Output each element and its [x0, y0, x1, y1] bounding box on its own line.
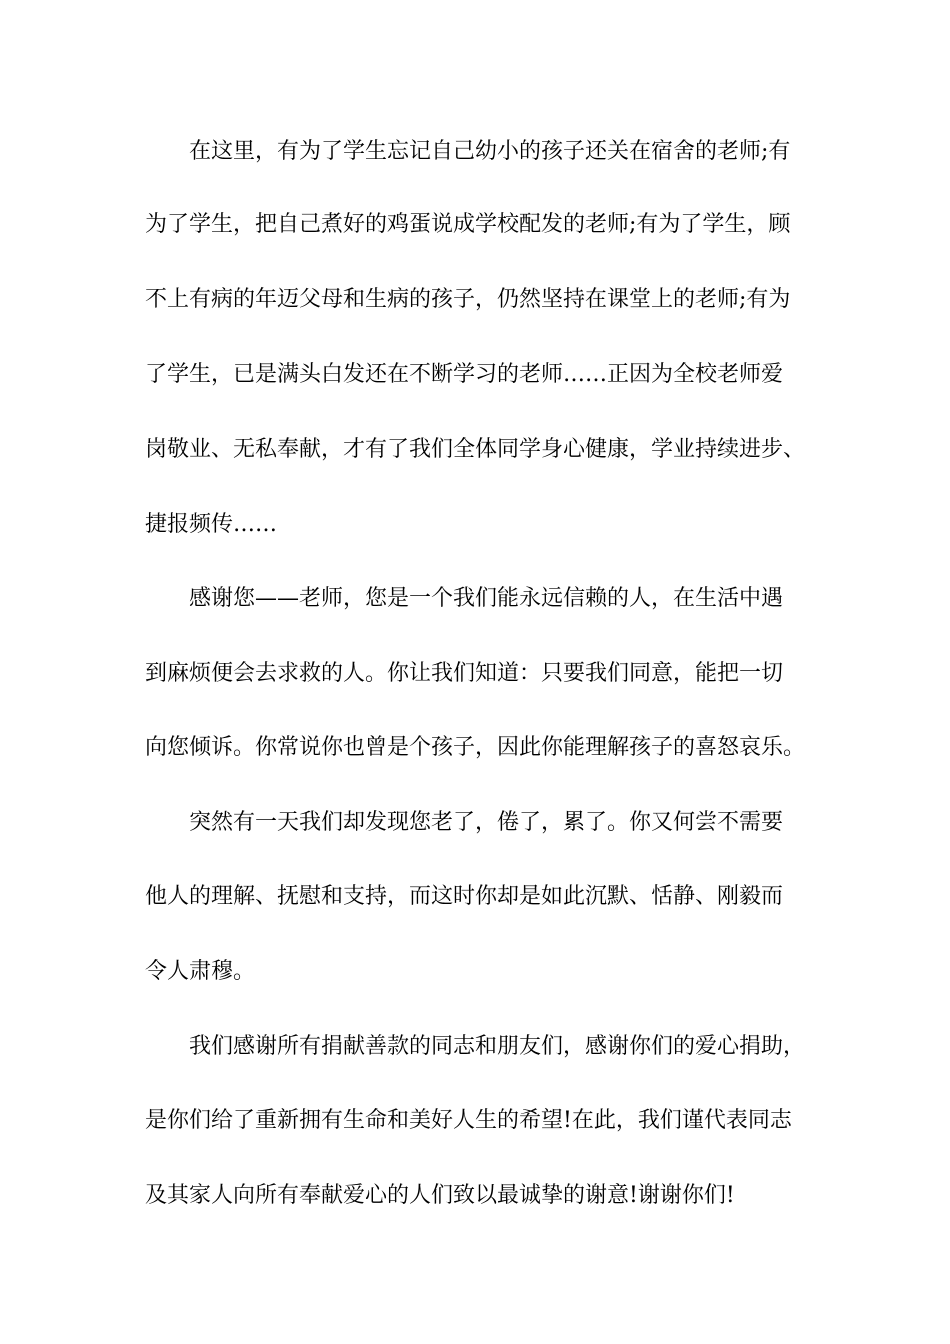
paragraph-2-line-1: 感谢您——老师，您是一个我们能永远信赖的人，在生活中遇 — [189, 586, 784, 611]
paragraph-1-line-6: 捷报频传…… — [145, 512, 278, 537]
paragraph-3-line-3: 令人肃穆。 — [145, 959, 256, 984]
paragraph-4-line-2: 是你们给了重新拥有生命和美好人生的希望!在此，我们谨代表同志 — [145, 1108, 792, 1133]
paragraph-3-line-2: 他人的理解、抚慰和支持，而这时你却是如此沉默、恬静、刚毅而 — [145, 884, 784, 909]
paragraph-3-line-1: 突然有一天我们却发现您老了，倦了，累了。你又何尝不需要 — [189, 810, 784, 835]
paragraph-1-line-3: 不上有病的年迈父母和生病的孩子，仍然坚持在课堂上的老师;有为 — [145, 287, 791, 312]
paragraph-2-line-3: 向您倾诉。你常说你也曾是个孩子，因此你能理解孩子的喜怒哀乐。 — [145, 735, 806, 760]
paragraph-1-line-5: 岗敬业、无私奉献，才有了我们全体同学身心健康，学业持续进步、 — [145, 437, 806, 462]
paragraph-1-line-4: 了学生，已是满头白发还在不断学习的老师……正因为全校老师爱 — [145, 362, 784, 387]
paragraph-4-line-1: 我们感谢所有捐献善款的同志和朋友们，感谢你们的爱心捐助， — [189, 1034, 806, 1059]
paragraph-1-line-2: 为了学生，把自己煮好的鸡蛋说成学校配发的老师;有为了学生，顾 — [145, 212, 791, 237]
paragraph-2-line-2: 到麻烦便会去求救的人。你让我们知道：只要我们同意，能把一切 — [145, 661, 784, 686]
paragraph-4-line-3: 及其家人向所有奉献爱心的人们致以最诚挚的谢意!谢谢你们! — [145, 1183, 735, 1208]
paragraph-1-line-1: 在这里，有为了学生忘记自己幼小的孩子还关在宿舍的老师;有 — [189, 139, 791, 164]
